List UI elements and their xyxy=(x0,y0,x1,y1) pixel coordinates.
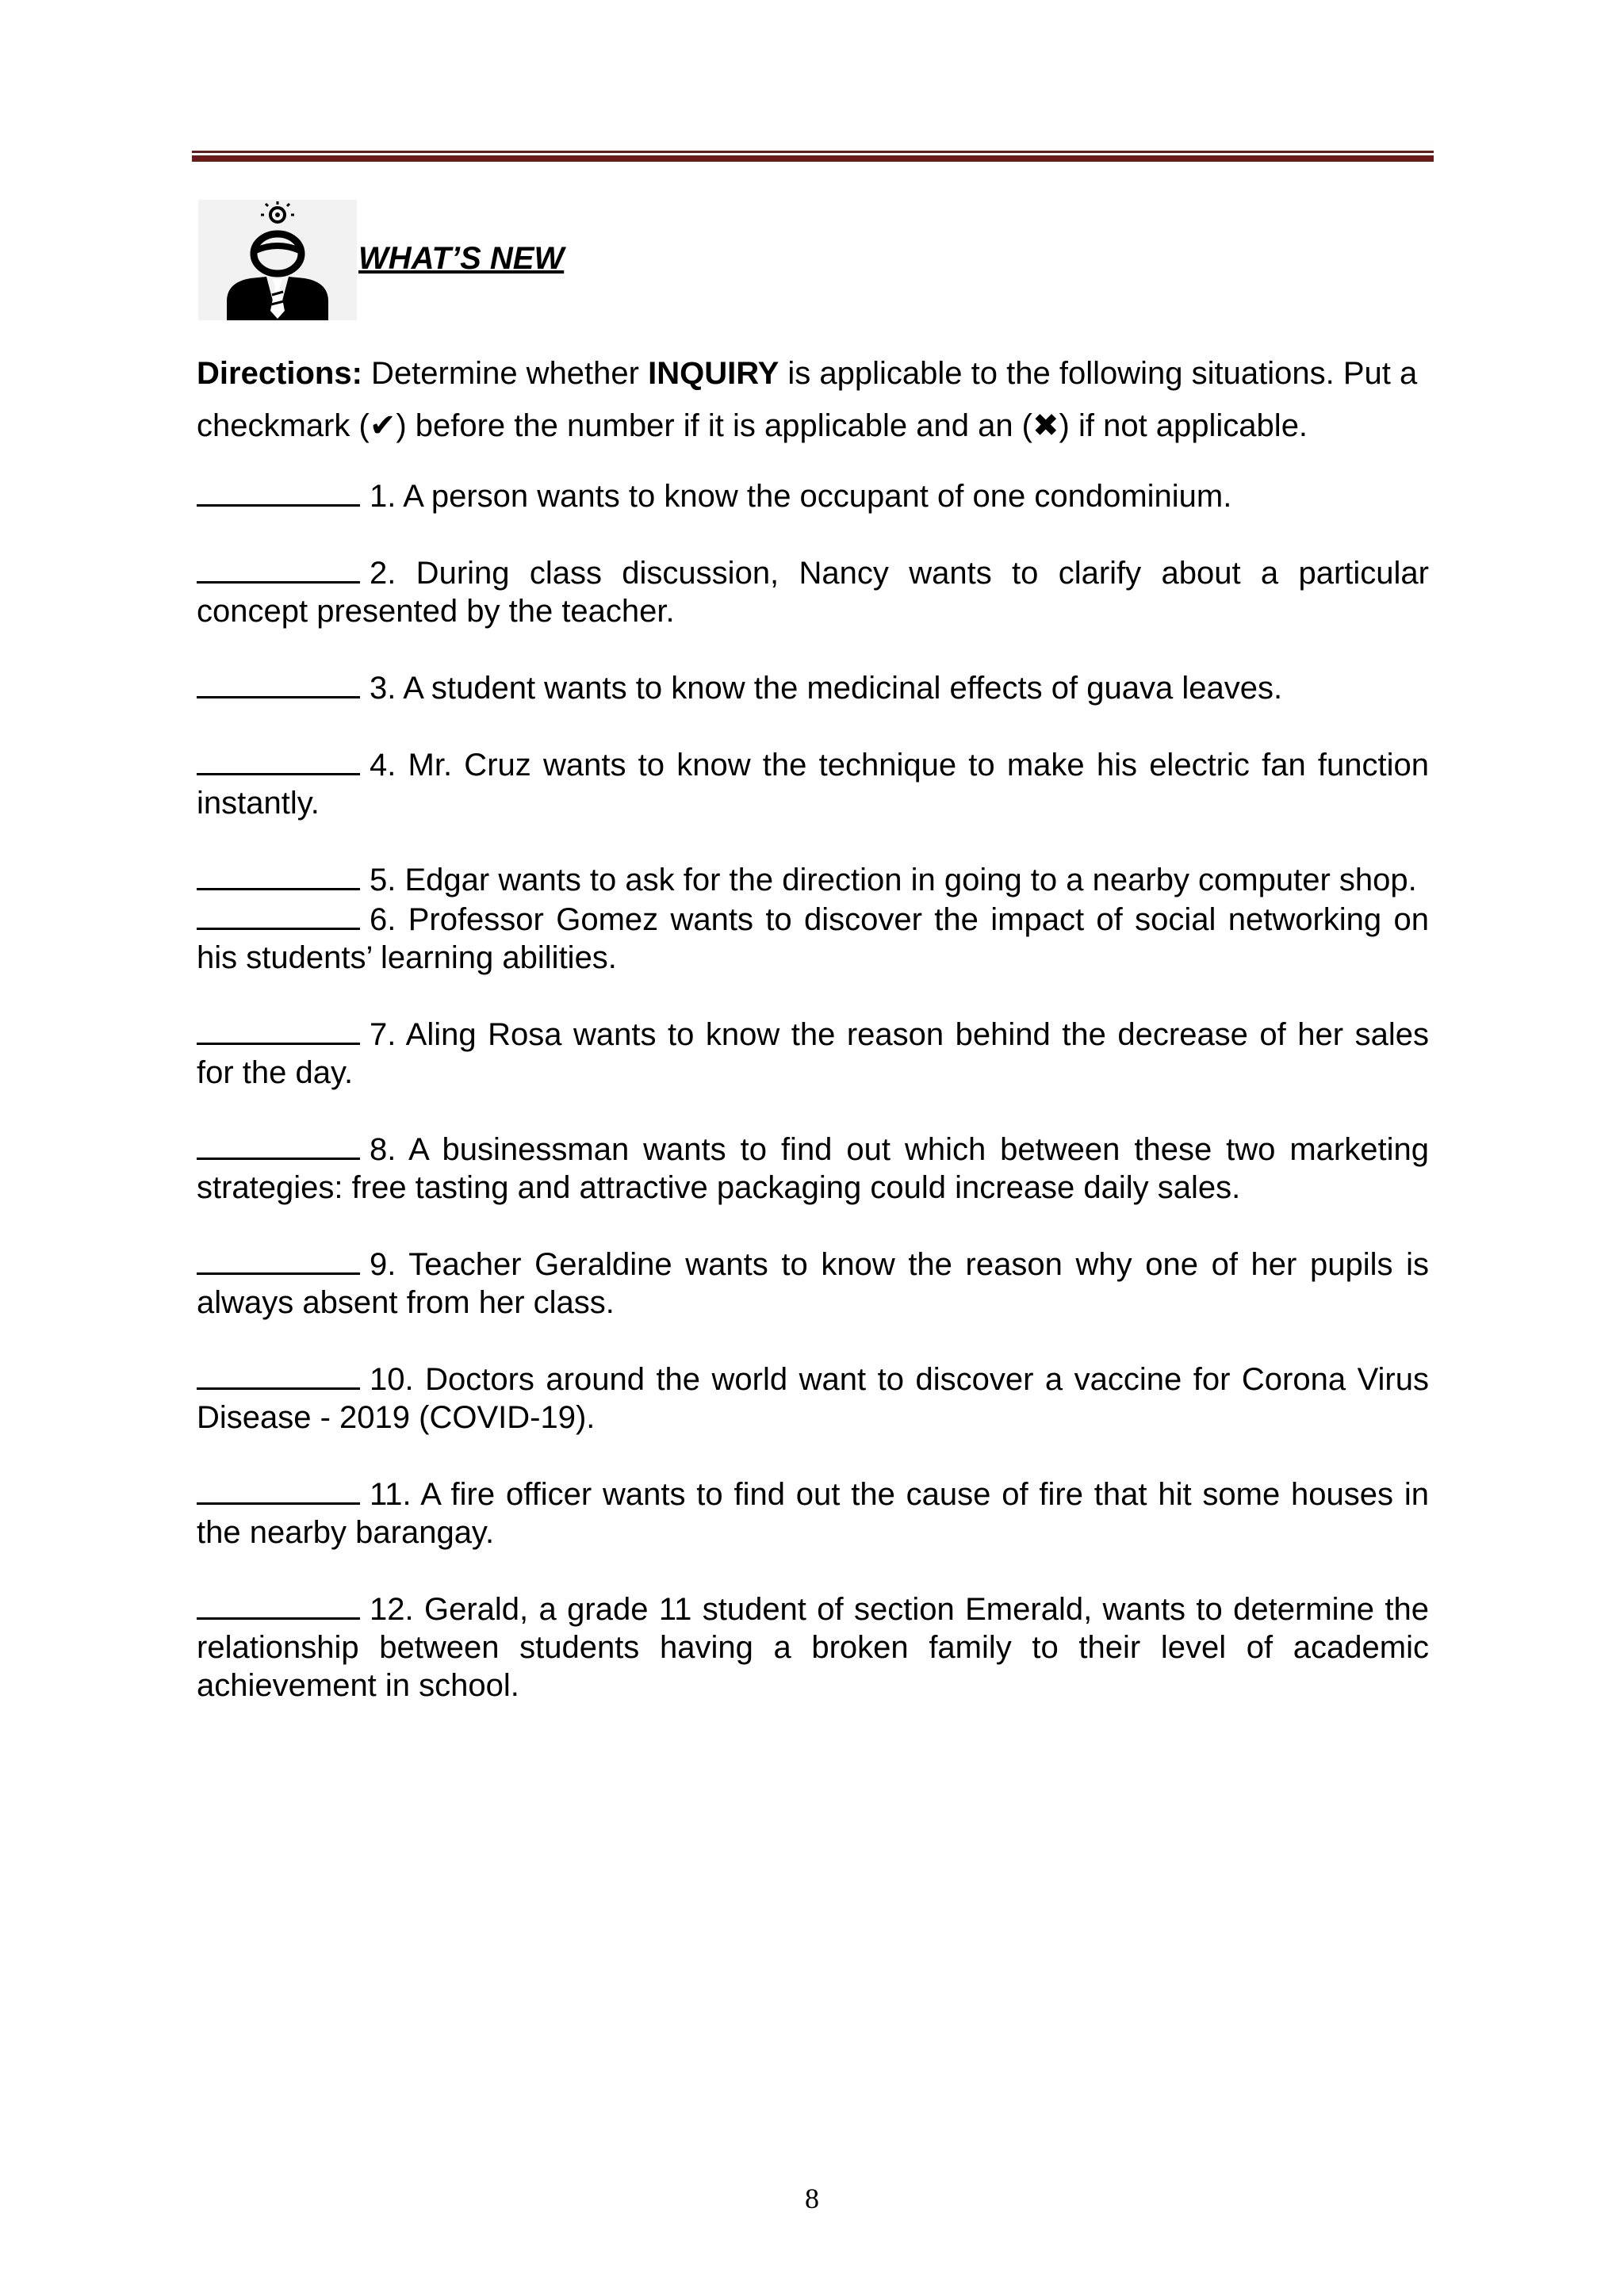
answer-blank[interactable] xyxy=(197,1014,360,1045)
page-number: 8 xyxy=(805,2183,819,2214)
answer-blank[interactable] xyxy=(197,1129,360,1160)
list-item xyxy=(197,668,1429,707)
list-item xyxy=(197,553,1429,630)
list-item xyxy=(197,899,1429,977)
answer-blank[interactable] xyxy=(197,859,360,890)
item-text: 5. Edgar wants to ask for the direction in going to a nearby computer shop. xyxy=(370,863,1417,897)
directions-text-end: ) if not applicable. xyxy=(1059,408,1308,443)
header-rule-thin xyxy=(192,151,1434,153)
item-text: 7. Aling Rosa wants to know the reason behind the decrease of her sales for the day. xyxy=(197,1017,1429,1090)
header-rule-thick xyxy=(192,155,1434,162)
item-text: 9. Teacher Geraldine wants to know the reason why one of her pupils is always absent from her class. xyxy=(197,1247,1429,1320)
directions-text-middle: is applicable to the following situations. Put a checkmark ( xyxy=(197,356,1418,443)
list-item xyxy=(197,744,1429,822)
header-rule xyxy=(192,151,1434,162)
item-text: 10. Doctors around the world want to discover a vaccine for Corona Virus Disease - 2019 (COVID-19). xyxy=(197,1362,1429,1435)
list-item xyxy=(197,859,1429,899)
answer-blank[interactable] xyxy=(197,1244,360,1275)
situation-list xyxy=(197,476,1429,1742)
answer-blank[interactable] xyxy=(197,553,360,584)
answer-blank[interactable] xyxy=(197,476,360,507)
list-item xyxy=(197,1474,1429,1552)
directions-text-after-check: ) before the number if it is applicable and an ( xyxy=(396,408,1033,443)
item-text: 2. During class discussion, Nancy wants to clarify about a particular concept presented by the teacher. xyxy=(197,556,1429,629)
item-text: 11. A fire officer wants to find out the cause of fire that hit some houses in the nearby barangay. xyxy=(197,1477,1429,1550)
list-item xyxy=(197,1589,1429,1705)
list-item xyxy=(197,1244,1429,1322)
item-text: 12. Gerald, a grade 11 student of section Emerald, wants to determine the relationship between students having a broken family to their level of academic achievement in school. xyxy=(197,1592,1429,1703)
directions-label: Directions: xyxy=(197,356,362,391)
answer-blank[interactable] xyxy=(197,1359,360,1390)
list-item xyxy=(197,476,1429,515)
item-text: 4. Mr. Cruz wants to know the technique to make his electric fan function instantly. xyxy=(197,748,1429,821)
cross-icon: ✖ xyxy=(1032,408,1059,444)
list-item xyxy=(197,1359,1429,1437)
answer-blank[interactable] xyxy=(197,1474,360,1505)
item-text: 3. A student wants to know the medicinal effects of guava leaves. xyxy=(370,671,1283,706)
directions-keyword: INQUIRY xyxy=(648,356,779,391)
checkmark-icon: ✔ xyxy=(369,408,396,444)
item-text: 8. A businessman wants to find out which between these two marketing strategies: free tasting and attractive packaging could increase daily sales. xyxy=(197,1132,1429,1205)
list-item xyxy=(197,1014,1429,1092)
section-title: WHAT’S NEW xyxy=(358,241,565,276)
item-text: 6. Professor Gomez wants to discover the impact of social networking on his students’ learning abilities. xyxy=(197,902,1429,975)
directions-paragraph xyxy=(197,347,1429,452)
answer-blank[interactable] xyxy=(197,668,360,698)
list-item xyxy=(197,1129,1429,1207)
answer-blank[interactable] xyxy=(197,899,360,930)
answer-blank[interactable] xyxy=(197,744,360,775)
answer-blank[interactable] xyxy=(197,1589,360,1620)
directions-text-before: Determine whether xyxy=(362,356,649,391)
item-text: 1. A person wants to know the occupant of one condominium. xyxy=(370,479,1232,514)
thinking-person-icon xyxy=(198,200,357,320)
